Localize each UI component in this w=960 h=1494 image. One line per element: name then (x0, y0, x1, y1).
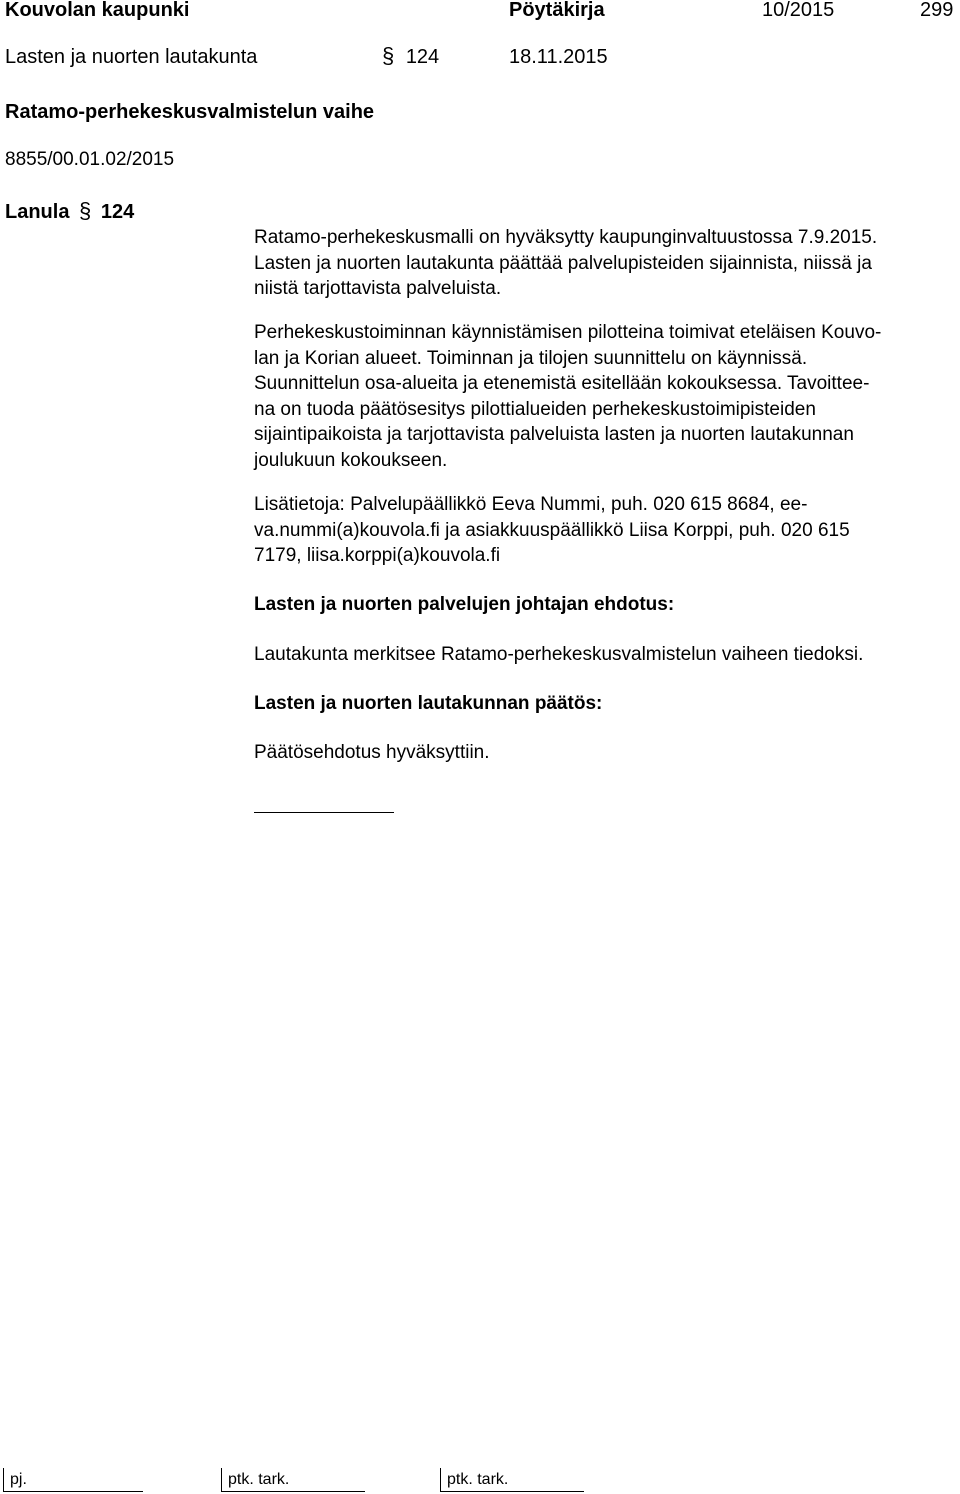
footer-minutes-checker-field-2 (440, 1468, 584, 1492)
meeting-section (382, 45, 439, 69)
section-symbol: § (382, 43, 395, 68)
paragraph-line: va.nummi(a)kouvola.fi ja asiakkuuspäällikkö Liisa Korppi, puh. 020 615 (254, 519, 850, 541)
issue-number: 10/2015 (762, 0, 835, 21)
paragraph-line: Lisätietoja: Palvelupäällikkö Eeva Nummi, puh. 020 615 8684, ee- (254, 494, 808, 515)
paragraph-line: 7179, liisa.korppi(a)kouvola.fi (254, 545, 501, 566)
paragraph-line: na on tuoda päätösesitys pilottialueiden perhekeskustoimipisteiden (254, 398, 816, 420)
prior-section-symbol: § (79, 198, 92, 223)
paragraph-line: Suunnittelun osa-alueita ja etenemistä esitellään kokouksessa. Tavoittee- (254, 373, 870, 394)
paragraph-contact-info (254, 492, 954, 569)
prior-section (5, 200, 134, 224)
paragraph-line: Perhekeskustoiminnan käynnistämisen pilotteina toimivat eteläisen Kouvo- (254, 322, 882, 343)
meeting-body: Lasten ja nuorten lautakunta (5, 46, 258, 68)
paragraph-line: lan ja Korian alueet. Toiminnan ja tilojen suunnittelu on käynnissä. (254, 347, 808, 369)
paragraph-line: niistä tarjottavista palveluista. (254, 278, 502, 299)
footer-checker-label-2: ptk. tark. (447, 1471, 509, 1488)
signature-separator-line (254, 812, 394, 813)
organization-name: Kouvolan kaupunki (5, 0, 190, 21)
paragraph-line: joulukuun kokoukseen. (254, 449, 448, 471)
record-number: 8855/00.01.02/2015 (5, 149, 175, 170)
decision-text: Päätösehdotus hyväksyttiin. (254, 742, 490, 763)
paragraph-background (254, 225, 954, 302)
meeting-date: 18.11.2015 (509, 46, 608, 68)
footer-checker-label-1: ptk. tark. (228, 1471, 290, 1488)
footer-chair-label: pj. (10, 1471, 27, 1488)
document-type: Pöytäkirja (509, 0, 605, 21)
prior-section-number: 124 (100, 201, 135, 223)
paragraph-status (254, 320, 954, 473)
prior-section-name: Lanula (5, 201, 70, 223)
proposal-heading: Lasten ja nuorten palvelujen johtajan ehdotus: (254, 594, 675, 615)
proposal-text: Lautakunta merkitsee Ratamo-perhekeskusvalmistelun vaiheen tiedoksi. (254, 644, 864, 665)
footer-minutes-checker-field-1 (221, 1468, 365, 1492)
paragraph-line: Ratamo-perhekeskusmalli on hyväksytty kaupunginvaltuustossa 7.9.2015. (254, 227, 878, 248)
page-number: 299 (920, 0, 954, 21)
section-number: 124 (405, 46, 440, 68)
decision-heading: Lasten ja nuorten lautakunnan päätös: (254, 693, 603, 714)
paragraph-line: Lasten ja nuorten lautakunta päättää palvelupisteiden sijainnista, niissä ja (254, 252, 872, 274)
paragraph-line: sijaintipaikoista ja tarjottavista palveluista lasten ja nuorten lautakunnan (254, 424, 854, 445)
item-title: Ratamo-perhekeskusvalmistelun vaihe (5, 101, 375, 123)
footer-chair-field (3, 1468, 143, 1492)
